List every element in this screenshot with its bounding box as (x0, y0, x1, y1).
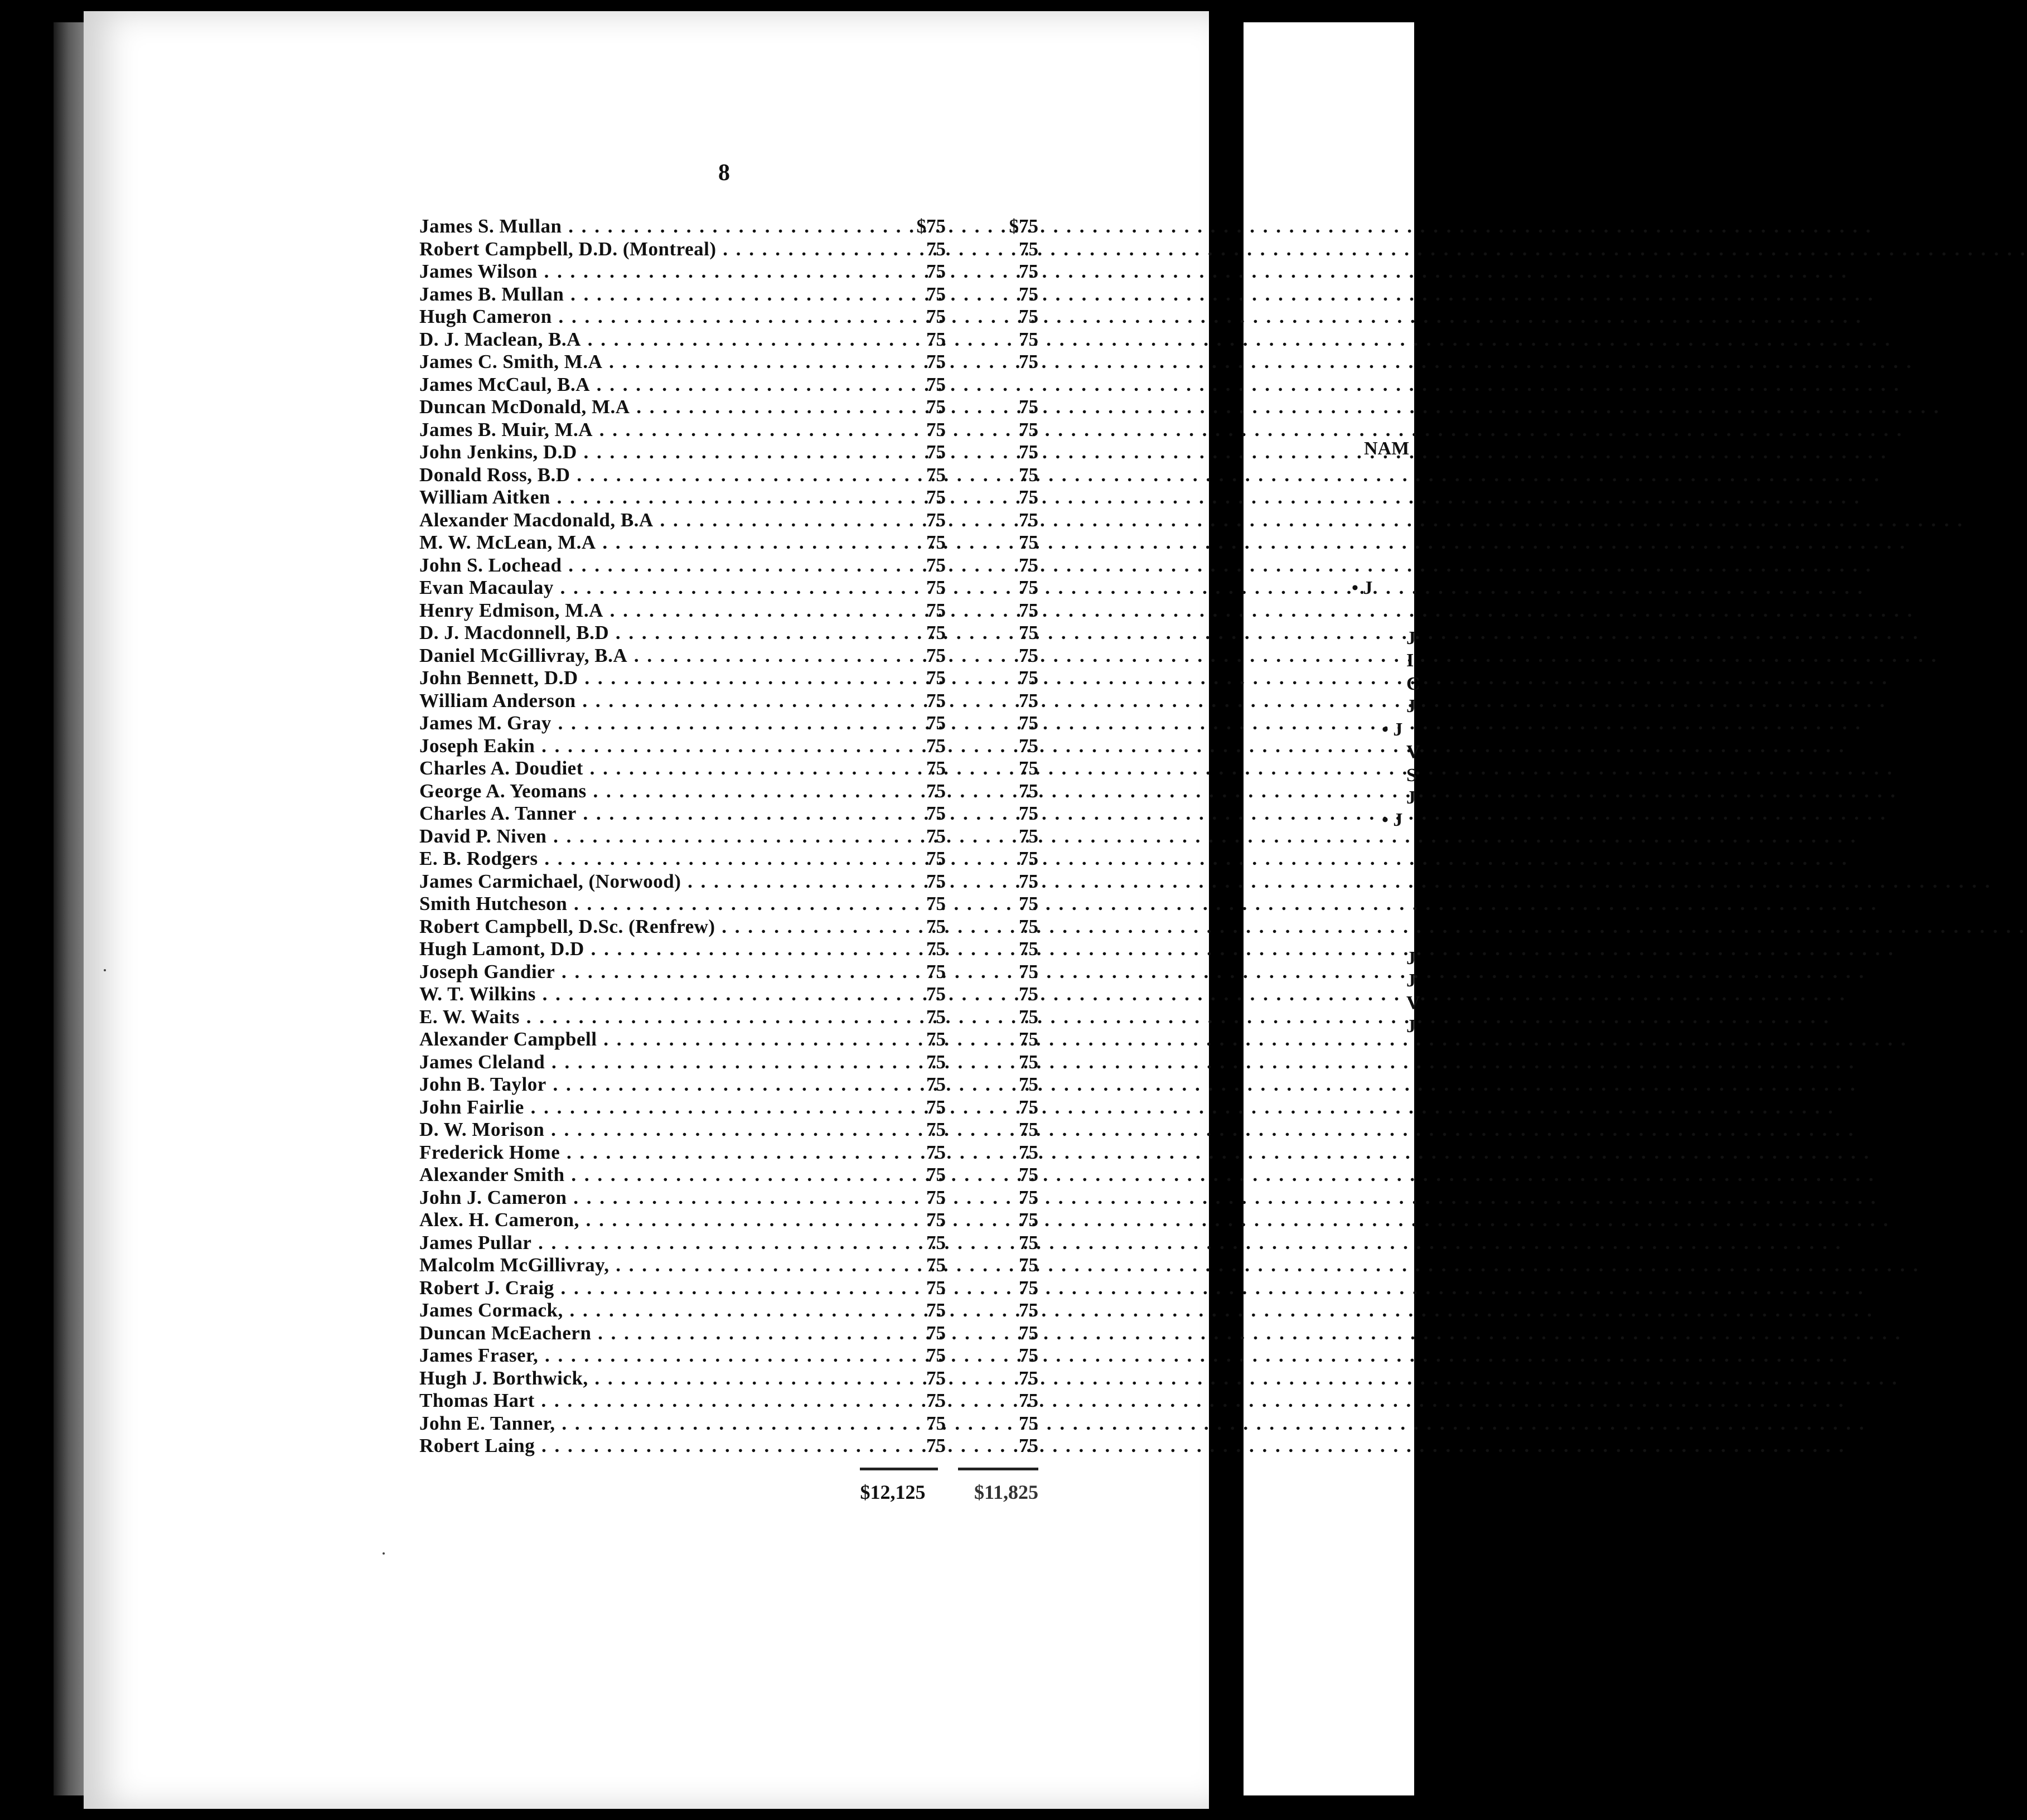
amount-column-b: 75 (1019, 463, 1038, 486)
amount-column-b: 75 (1019, 396, 1038, 418)
amount-column-b: 75 (1019, 441, 1038, 463)
facing-line-fragment: • J (1382, 810, 1403, 830)
subscriber-name: Robert Campbell, D.D. (Montreal) . . . (419, 238, 873, 261)
subscriber-name: Thomas Hart . . . (419, 1390, 873, 1412)
amount-column-a: 75 (926, 1435, 946, 1456)
ledger-row (419, 509, 1038, 532)
amount-column-a: 75 (926, 938, 946, 960)
subscriber-name: E. W. Waits . . . (419, 1006, 873, 1029)
ledger-row (419, 1209, 1038, 1232)
subscriber-name: James C. Smith, M.A . . . (419, 351, 873, 374)
ledger-row (419, 1164, 1038, 1187)
ledger-row (419, 1254, 1038, 1277)
amount-column-b: 75 (1019, 689, 1038, 711)
amount-column-b: 75 (1019, 1051, 1038, 1073)
ledger-row (419, 328, 1038, 351)
subscriber-name: John Fairlie . . . (419, 1096, 873, 1119)
ledger-row (419, 238, 1038, 261)
facing-line-fragment: C (1406, 674, 1420, 694)
amount-column-a: 75 (926, 577, 946, 598)
facing-line-fragment: V (1406, 742, 1420, 762)
amount-column-a: 75 (926, 960, 946, 982)
subscriber-name: William Anderson . . . (419, 690, 873, 713)
amount-column-b: 75 (1019, 757, 1038, 779)
amount-column-b: 75 (1019, 531, 1038, 553)
ledger-row (419, 757, 1038, 780)
subscriber-name: Hugh J. Borthwick, . . . (419, 1367, 873, 1390)
amount-column-b: 75 (1019, 1164, 1038, 1185)
subscriber-name: John Bennett, D.D . . . (419, 667, 873, 690)
total-column-a: $12,125 (860, 1481, 926, 1503)
subscriber-name: John J. Cameron . . . (419, 1187, 873, 1209)
ledger-row (419, 215, 1038, 238)
subscriber-name: James B. Mullan . . . (419, 283, 873, 306)
facing-line-fragment: J (1406, 970, 1416, 991)
amount-column-b: 75 (1019, 486, 1038, 508)
amount-column-a: 75 (926, 283, 946, 305)
subscriber-name: James S. Mullan . . . (419, 215, 873, 238)
ledger-row (419, 983, 1038, 1006)
ledger-row (419, 1051, 1038, 1074)
subscriber-name: D. W. Morison . . . (419, 1119, 873, 1141)
ledger-row (419, 1119, 1038, 1141)
ledger-row (419, 1412, 1038, 1435)
amount-column-a: 75 (926, 712, 946, 734)
amount-column-b: 75 (1019, 870, 1038, 892)
total-values (848, 1480, 1038, 1504)
amount-column-a: 75 (926, 1299, 946, 1321)
subscriber-name: Robert J. Craig . . . (419, 1277, 873, 1300)
amount-column-b: 75 (1019, 283, 1038, 305)
subscriber-name: Alexander Campbell . . . (419, 1028, 873, 1051)
subscriber-name: Robert Laing . . . (419, 1435, 873, 1458)
amount-column-a: 75 (926, 260, 946, 282)
amount-column-a: 75 (926, 554, 946, 576)
ledger-row (419, 419, 1038, 442)
ledger-row (419, 780, 1038, 803)
subscriber-name: Daniel McGillivray, B.A . . . (419, 645, 873, 667)
amount-column-b: 75 (1019, 802, 1038, 824)
amount-column-b: 75 (1019, 351, 1038, 372)
amount-column-a: 75 (926, 1141, 946, 1163)
ledger-row (419, 306, 1038, 328)
subscriber-name: Hugh Lamont, D.D . . . (419, 938, 873, 961)
ledger-row (419, 1006, 1038, 1029)
ledger-row (419, 1299, 1038, 1322)
ledger-row (419, 1187, 1038, 1209)
total-rules (848, 1468, 1038, 1470)
ledger-row (419, 916, 1038, 938)
amount-column-b: 75 (1019, 260, 1038, 282)
ledger-row (419, 486, 1038, 509)
amount-column-b: 75 (1019, 328, 1038, 350)
amount-column-b: 75 (1019, 1390, 1038, 1411)
ledger-row (419, 712, 1038, 735)
subscriber-name: Donald Ross, B.D . . . (419, 464, 873, 487)
total-rule-column-b (958, 1468, 1038, 1470)
facing-line-fragment: • J (1382, 719, 1403, 740)
ledger-row (419, 351, 1038, 374)
amount-column-b: 75 (1019, 1209, 1038, 1231)
amount-column-a: 75 (926, 238, 946, 260)
ledger-row (419, 1028, 1038, 1051)
amount-column-b: 75 (1019, 1073, 1038, 1095)
subscriber-name: W. T. Wilkins . . . (419, 983, 873, 1006)
subscriber-name: Charles A. Doudiet . . . (419, 757, 873, 780)
ledger-row (419, 622, 1038, 645)
amount-column-a: 75 (926, 1209, 946, 1231)
amount-column-b: 75 (1019, 780, 1038, 802)
ledger-row (419, 283, 1038, 306)
amount-column-b: 75 (1019, 554, 1038, 576)
amount-column-a: 75 (926, 373, 946, 395)
subscriber-name: Joseph Eakin . . . (419, 735, 873, 758)
ledger-row (419, 464, 1038, 487)
amount-column-a: 75 (926, 1028, 946, 1050)
ledger-row (419, 825, 1038, 848)
facing-line-fragment: S (1406, 765, 1417, 786)
print-speck (383, 1552, 385, 1555)
amount-column-b: 75 (1019, 622, 1038, 643)
amount-column-a: 75 (926, 1119, 946, 1140)
amount-column-a: 75 (926, 1254, 946, 1276)
ledger-row (419, 1073, 1038, 1096)
amount-column-a: 75 (926, 622, 946, 643)
amount-column-b: 75 (1019, 667, 1038, 689)
amount-column-b: 75 (1019, 1141, 1038, 1163)
amount-column-b: 75 (1019, 915, 1038, 937)
amount-column-a: 75 (926, 486, 946, 508)
subscriber-name: Frederick Home . . . (419, 1141, 873, 1164)
subscriber-name: Malcolm McGillivray, . . . (419, 1254, 873, 1277)
ledger-totals (848, 1468, 1038, 1504)
subscriber-name: Alex. H. Cameron, . . . (419, 1209, 873, 1232)
amount-column-a: 75 (926, 509, 946, 531)
amount-column-a: 75 (926, 780, 946, 802)
facing-line-fragment: • J (1352, 578, 1373, 598)
amount-column-b: 75 (1019, 577, 1038, 598)
amount-column-b: 75 (1019, 848, 1038, 869)
amount-column-a: 75 (926, 1051, 946, 1073)
ledger-row (419, 554, 1038, 577)
amount-column-a: 75 (926, 983, 946, 1005)
amount-column-a: 75 (926, 1276, 946, 1299)
subscriber-name: E. B. Rodgers . . . (419, 848, 873, 870)
subscriber-name: Hugh Cameron . . . (419, 306, 873, 328)
ledger-row (419, 848, 1038, 870)
amount-column-b: 75 (1019, 599, 1038, 621)
amount-column-a: 75 (926, 1164, 946, 1185)
ledger-row (419, 690, 1038, 713)
amount-column-a: 75 (926, 644, 946, 666)
facing-line-fragment: I (1406, 650, 1414, 671)
amount-column-a: 75 (926, 463, 946, 486)
subscriber-name: Smith Hutcheson . . . (419, 893, 873, 916)
amount-column-b: 75 (1019, 1254, 1038, 1276)
amount-column-b: 75 (1019, 1367, 1038, 1389)
page-number: 8 (718, 160, 730, 186)
facing-line-fragment: J (1406, 948, 1416, 969)
subscriber-name: James Cormack, . . . (419, 1299, 873, 1322)
amount-column-b: 75 (1019, 1096, 1038, 1118)
amount-column-a: 75 (926, 667, 946, 689)
ledger-row (419, 599, 1038, 622)
amount-column-b: 75 (1019, 712, 1038, 734)
ledger-row (419, 1322, 1038, 1345)
amount-column-a: 75 (926, 1412, 946, 1434)
amount-column-b: 75 (1019, 983, 1038, 1005)
facing-line-fragment: J (1406, 1016, 1416, 1037)
amount-column-a: 75 (926, 1073, 946, 1095)
subscriber-name: Charles A. Tanner . . . (419, 802, 873, 825)
amount-column-a: 75 (926, 915, 946, 937)
amount-column-a: 75 (926, 893, 946, 914)
facing-line-fragment: J (1406, 696, 1416, 717)
amount-column-b: 75 (1019, 893, 1038, 914)
amount-column-b: $75 (1009, 215, 1038, 237)
amount-column-a: 75 (926, 757, 946, 779)
ledger-row (419, 1367, 1038, 1390)
amount-column-a: 75 (926, 1367, 946, 1389)
amount-column-a: 75 (926, 802, 946, 824)
subscriber-name: James McCaul, B.A . . . (419, 374, 873, 396)
subscriber-name: James Carmichael, (Norwood) . . . (419, 870, 873, 893)
subscriber-name: Robert Campbell, D.Sc. (Renfrew) . . . (419, 916, 873, 938)
ledger-row (419, 441, 1038, 464)
subscriber-name: John S. Lochead . . . (419, 554, 873, 577)
amount-column-a: 75 (926, 689, 946, 711)
ledger-row (419, 1277, 1038, 1300)
subscriber-name: George A. Yeomans . . . (419, 780, 873, 803)
ledger-row (419, 1390, 1038, 1412)
amount-column-b: 75 (1019, 306, 1038, 327)
facing-line-fragment: J (1406, 787, 1416, 808)
subscriber-name: James Pullar . . . (419, 1232, 873, 1255)
subscriber-name: Evan Macaulay . . . (419, 577, 873, 599)
amount-column-b: 75 (1019, 1435, 1038, 1456)
amount-column-b: 75 (1019, 1412, 1038, 1434)
subscriber-name: Duncan McDonald, M.A . . . (419, 396, 873, 419)
subscriber-name: D. J. Macdonnell, B.D . . . (419, 622, 873, 645)
amount-column-a: 75 (926, 306, 946, 327)
ledger-row (419, 531, 1038, 554)
facing-heading-fragment: NAM (1364, 438, 1410, 459)
ledger-row (419, 1141, 1038, 1164)
amount-column-a: 75 (926, 734, 946, 757)
subscriber-name: James B. Muir, M.A . . . (419, 419, 873, 442)
facing-line-fragment: V (1406, 993, 1420, 1013)
ledger-row (419, 1435, 1038, 1458)
amount-column-a: 75 (926, 351, 946, 372)
ledger-row (419, 961, 1038, 984)
subscriber-name: John B. Taylor . . . (419, 1073, 873, 1096)
subscriber-name: John E. Tanner, . . . (419, 1412, 873, 1435)
amount-column-b: 75 (1019, 1231, 1038, 1253)
ledger-row (419, 735, 1038, 758)
amount-column-a: 75 (926, 870, 946, 892)
ledger-row (419, 893, 1038, 916)
amount-column-a: 75 (926, 1231, 946, 1253)
ledger-row (419, 1232, 1038, 1255)
subscription-ledger (419, 215, 1038, 1458)
amount-column-b: 75 (1019, 644, 1038, 666)
amount-column-b: 75 (1019, 1028, 1038, 1050)
amount-column-b: 75 (1019, 1276, 1038, 1299)
ledger-row (419, 374, 1038, 396)
subscriber-name: M. W. McLean, M.A . . . (419, 531, 873, 554)
ledger-row (419, 938, 1038, 961)
ledger-row (419, 396, 1038, 419)
amount-column-a: 75 (926, 1096, 946, 1118)
amount-column-a: 75 (926, 599, 946, 621)
amount-column-a: 75 (926, 1186, 946, 1208)
ledger-row (419, 577, 1038, 599)
subscriber-name: William Aitken . . . (419, 486, 873, 509)
amount-column-b: 75 (1019, 825, 1038, 847)
amount-column-a: $75 (916, 215, 946, 237)
subscriber-name: D. J. Maclean, B.A . . . (419, 328, 873, 351)
amount-column-a: 75 (926, 396, 946, 418)
amount-column-b: 75 (1019, 509, 1038, 531)
print-speck (104, 969, 106, 971)
subscriber-name: Joseph Gandier . . . (419, 961, 873, 984)
amount-column-b: 75 (1019, 938, 1038, 960)
subscriber-name: Duncan McEachern . . . (419, 1322, 873, 1345)
subscriber-name: James Fraser, . . . (419, 1344, 873, 1367)
subscriber-name: Henry Edmison, M.A . . . (419, 599, 873, 622)
ledger-row (419, 260, 1038, 283)
amount-column-a: 75 (926, 1390, 946, 1411)
subscriber-name: John Jenkins, D.D . . . (419, 441, 873, 464)
amount-column-b: 75 (1019, 734, 1038, 757)
amount-column-b: 75 (1019, 1119, 1038, 1140)
subscriber-name: David P. Niven . . . (419, 825, 873, 848)
amount-column-b: 75 (1019, 418, 1038, 441)
amount-column-b: 75 (1019, 1005, 1038, 1028)
amount-column-b: 75 (1019, 1322, 1038, 1344)
subscriber-name: James Cleland . . . (419, 1051, 873, 1074)
amount-column-a: 75 (926, 418, 946, 441)
subscriber-name: James Wilson . . . (419, 260, 873, 283)
amount-column-b: 75 (1019, 238, 1038, 260)
total-column-b: $11,825 (974, 1481, 1038, 1503)
amount-column-a: 75 (926, 328, 946, 350)
amount-column-b: 75 (1019, 1186, 1038, 1208)
amount-column-a: 75 (926, 441, 946, 463)
amount-column-b: 75 (1019, 1299, 1038, 1321)
ledger-row (419, 667, 1038, 690)
amount-column-b: 75 (1019, 1344, 1038, 1366)
amount-column-a: 75 (926, 1005, 946, 1028)
amount-column-b: 75 (1019, 960, 1038, 982)
subscriber-name: Alexander Smith . . . (419, 1164, 873, 1187)
amount-column-a: 75 (926, 848, 946, 869)
ledger-row (419, 645, 1038, 667)
ledger-row (419, 802, 1038, 825)
facing-line-fragment: J (1406, 628, 1416, 648)
amount-column-a: 75 (926, 531, 946, 553)
amount-column-a: 75 (926, 1344, 946, 1366)
subscriber-name: Alexander Macdonald, B.A . . . (419, 509, 873, 532)
amount-column-a: 75 (926, 825, 946, 847)
ledger-row (419, 870, 1038, 893)
subscriber-name: James M. Gray . . . (419, 712, 873, 735)
ledger-row (419, 1344, 1038, 1367)
total-rule-column-a (860, 1468, 938, 1470)
amount-column-a: 75 (926, 1322, 946, 1344)
ledger-row (419, 1096, 1038, 1119)
